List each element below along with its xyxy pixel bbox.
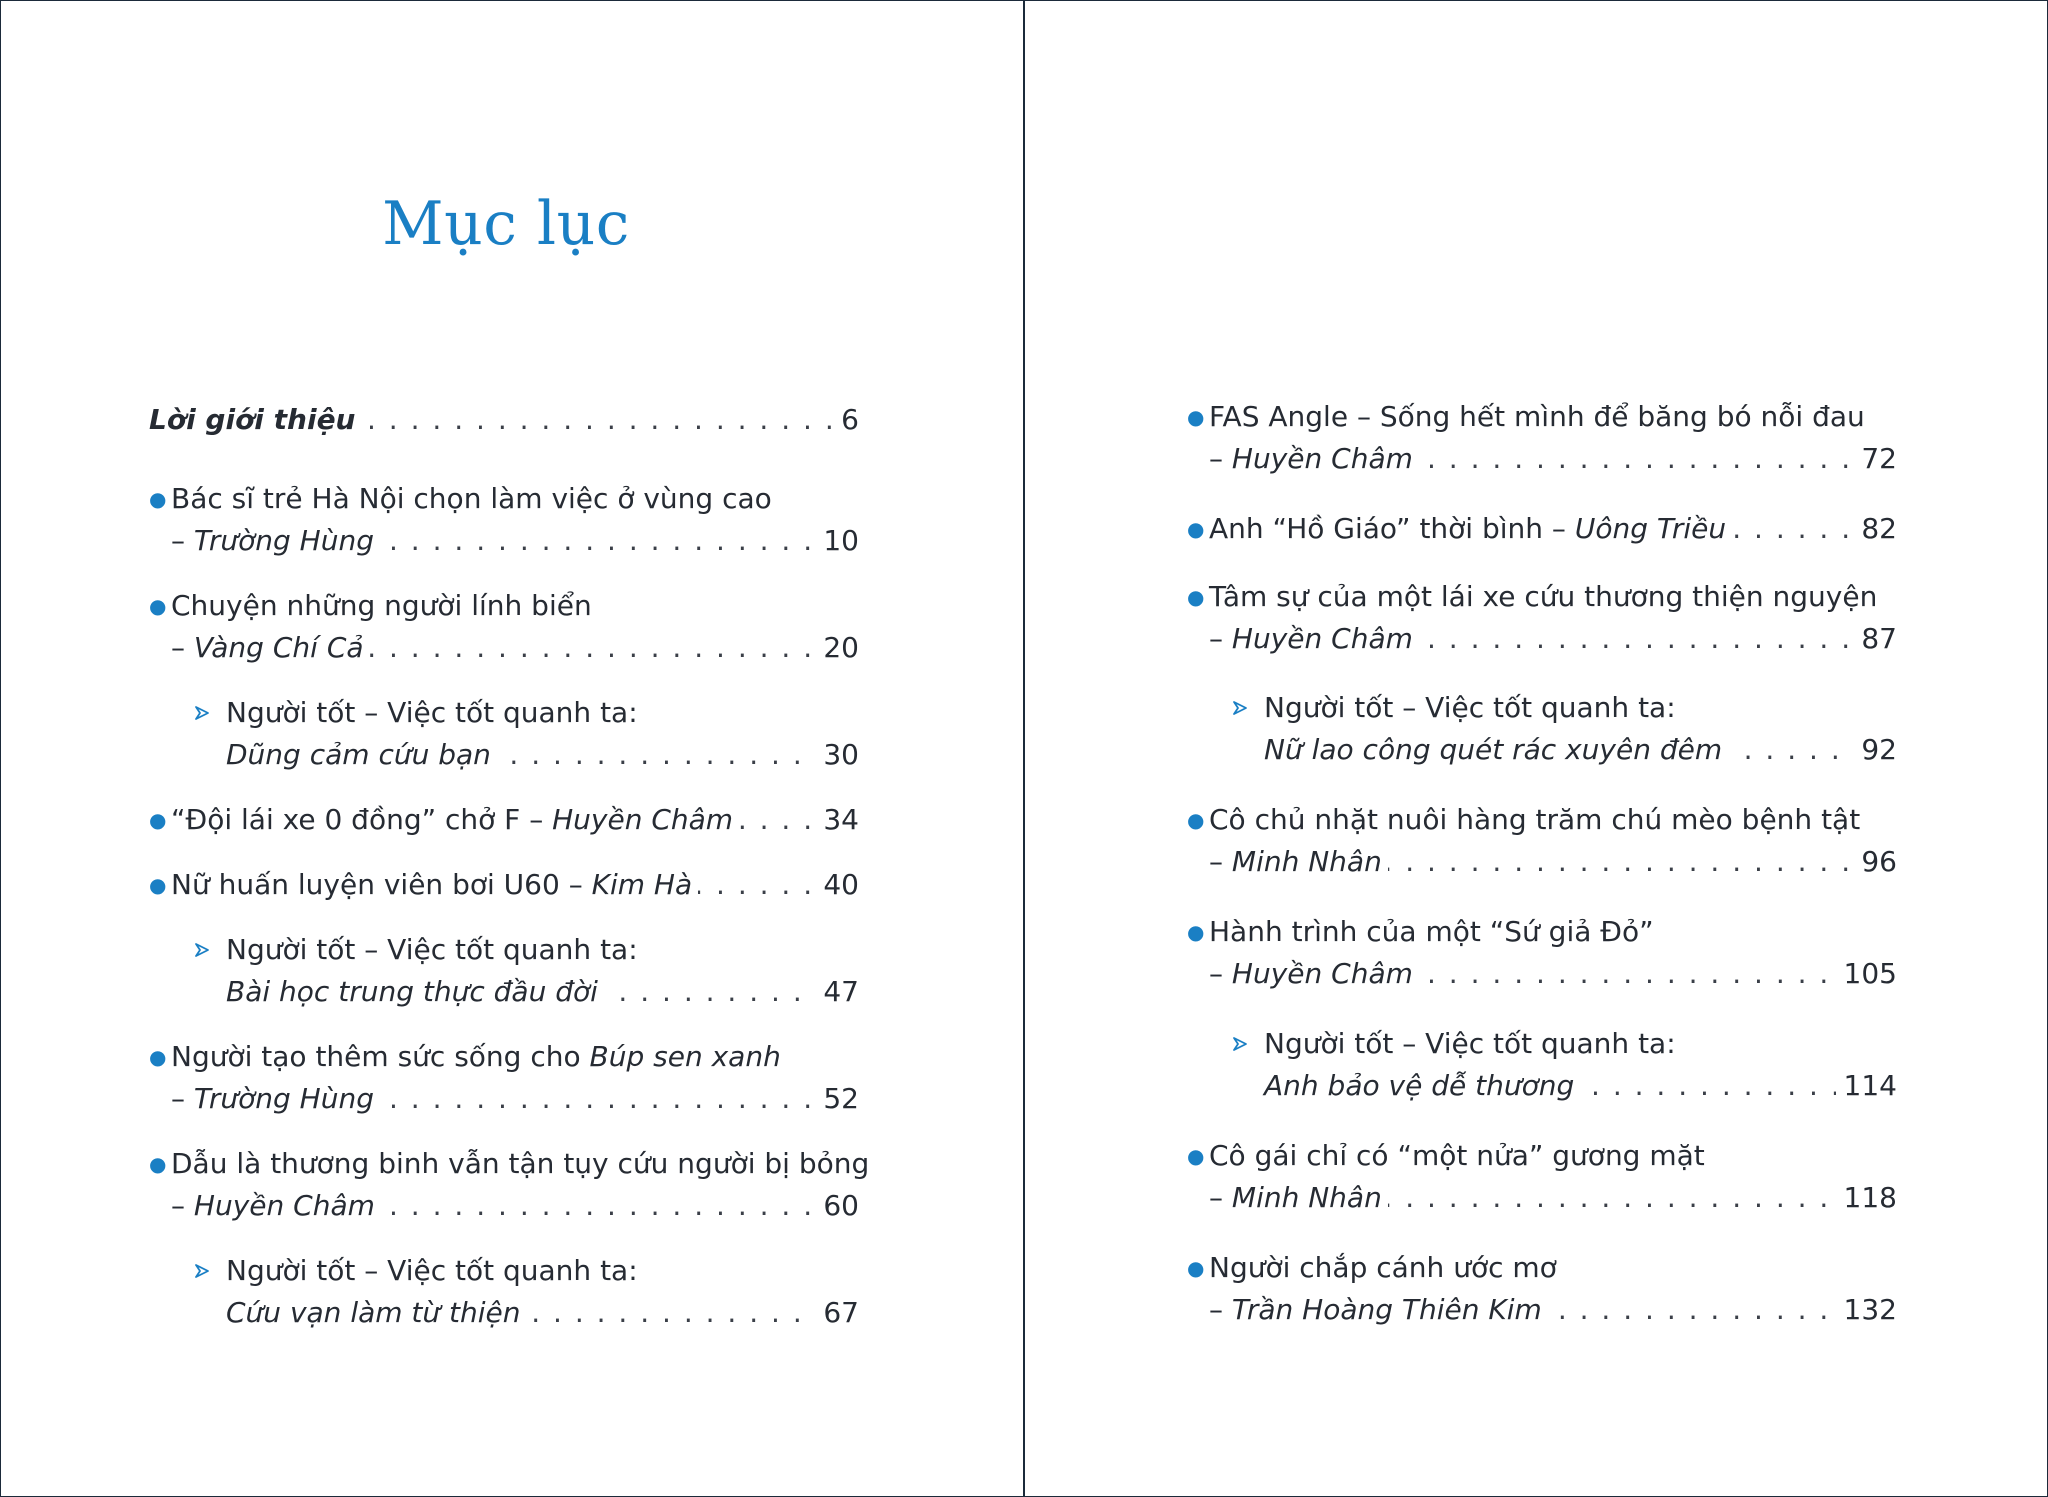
toc-entry-author: Trần Hoàng Thiên Kim bbox=[1231, 1293, 1542, 1326]
arrow-right-icon bbox=[193, 941, 211, 959]
page-title: Mục lục bbox=[382, 189, 630, 259]
toc-subentry-story-line bbox=[226, 1292, 859, 1334]
toc-subentry-story-line bbox=[226, 971, 859, 1013]
toc-subentry[interactable] bbox=[193, 1250, 859, 1334]
toc-intro-line bbox=[149, 399, 859, 441]
bullet-icon: ● bbox=[149, 594, 167, 618]
toc-entry-page: 72 bbox=[1853, 438, 1897, 480]
toc-entry-title: Người tạo thêm sức sống cho Búp sen xanh bbox=[171, 1036, 859, 1078]
toc-subentry-title: Người tốt – Việc tốt quanh ta: bbox=[1264, 687, 1897, 729]
toc-entry-author: Vàng Chí Cả bbox=[193, 631, 364, 664]
arrow-right-icon bbox=[1231, 699, 1249, 717]
toc-entry-author-line: . . . – Minh Nhân 96 bbox=[1209, 841, 1897, 883]
toc-entry-author: Huyền Châm bbox=[552, 803, 734, 836]
toc-entry[interactable] bbox=[1187, 799, 1897, 883]
toc-entry-author: Huyền Châm bbox=[193, 1189, 375, 1222]
toc-intro[interactable] bbox=[149, 399, 859, 441]
toc-entry-page: 40 bbox=[815, 864, 859, 906]
toc-entry-title-line: . . . Nữ huấn luyện viên bơi U60 – Kim Hà 40 bbox=[171, 864, 859, 906]
toc-entry-title-line: . . . “Đội lái xe 0 đồng” chở F – Huyền Châm 34 bbox=[171, 799, 859, 841]
bullet-icon: ● bbox=[149, 1045, 167, 1069]
toc-subentry-story-line bbox=[226, 734, 859, 776]
toc-entry[interactable] bbox=[1187, 396, 1897, 480]
toc-subentry[interactable] bbox=[193, 692, 859, 776]
toc-entry[interactable] bbox=[149, 478, 859, 562]
bullet-icon: ● bbox=[149, 487, 167, 511]
bullet-icon: ● bbox=[1187, 1144, 1205, 1168]
toc-entry-page: 60 bbox=[815, 1185, 859, 1227]
toc-subentry-story: Anh bảo vệ dễ thương bbox=[1264, 1069, 1580, 1102]
toc-subentry-title: Người tốt – Việc tốt quanh ta: bbox=[226, 1250, 859, 1292]
bullet-icon: ● bbox=[1187, 585, 1205, 609]
toc-entry-title: Chuyện những người lính biển bbox=[171, 585, 859, 627]
toc-entry-title: Tâm sự của một lái xe cứu thương thiện nguyện bbox=[1209, 576, 1897, 618]
arrow-right-icon bbox=[1231, 1035, 1249, 1053]
toc-entry[interactable] bbox=[149, 864, 859, 906]
toc-entry-title: Người chắp cánh ước mơ bbox=[1209, 1247, 1897, 1289]
toc-entry-page: 20 bbox=[815, 627, 859, 669]
toc-entry-author-line: . . . – Huyền Châm 60 bbox=[171, 1185, 859, 1227]
toc-entry-page: 114 bbox=[1836, 1065, 1897, 1107]
left-page bbox=[1, 1, 1023, 1496]
toc-subentry-title: Người tốt – Việc tốt quanh ta: bbox=[1264, 1023, 1897, 1065]
toc-subentry-story: Dũng cảm cứu bạn bbox=[226, 738, 497, 771]
toc-entry-title: Bác sĩ trẻ Hà Nội chọn làm việc ở vùng cao bbox=[171, 478, 859, 520]
toc-entry-page: 34 bbox=[815, 799, 859, 841]
toc-entry-page: 52 bbox=[815, 1078, 859, 1120]
toc-entry-page: 118 bbox=[1836, 1177, 1897, 1219]
bullet-icon: ● bbox=[1187, 808, 1205, 832]
toc-entry-title-line: . . . Anh “Hồ Giáo” thời bình – Uông Triều 82 bbox=[1209, 508, 1897, 550]
toc-entry-page: 87 bbox=[1853, 618, 1897, 660]
toc-entry-page: 82 bbox=[1853, 508, 1897, 550]
toc-entry[interactable] bbox=[1187, 1247, 1897, 1331]
toc-entry-title: Cô gái chỉ có “một nửa” gương mặt bbox=[1209, 1135, 1897, 1177]
toc-subentry-story: Bài học trung thực đầu đời bbox=[226, 975, 604, 1008]
toc-entry-author-line: . . . – Trường Hùng 10 bbox=[171, 520, 859, 562]
bullet-icon: ● bbox=[149, 1152, 167, 1176]
toc-entry-title: Hành trình của một “Sứ giả Đỏ” bbox=[1209, 911, 1897, 953]
toc-entry-author-line: . . . – Trường Hùng 52 bbox=[171, 1078, 859, 1120]
toc-entry-author: Trường Hùng bbox=[193, 524, 374, 557]
toc-entry-page: 47 bbox=[815, 971, 859, 1013]
toc-entry-author: Huyền Châm bbox=[1231, 442, 1413, 475]
arrow-right-icon bbox=[193, 1262, 211, 1280]
toc-entry[interactable] bbox=[149, 1036, 859, 1120]
toc-entry-author: Kim Hà bbox=[591, 868, 693, 901]
toc-subentry-story: Cứu vạn làm từ thiện bbox=[226, 1296, 527, 1329]
toc-entry-author: Uông Triều bbox=[1574, 512, 1727, 545]
toc-subentry-title: Người tốt – Việc tốt quanh ta: bbox=[226, 692, 859, 734]
bullet-icon: ● bbox=[1187, 1256, 1205, 1280]
toc-entry-page: 30 bbox=[815, 734, 859, 776]
toc-entry-page: 92 bbox=[1853, 729, 1897, 771]
toc-entry-page: 67 bbox=[815, 1292, 859, 1334]
bullet-icon: ● bbox=[1187, 517, 1205, 541]
toc-entry-author-line: . . . – Huyền Châm 87 bbox=[1209, 618, 1897, 660]
toc-entry-author: Huyền Châm bbox=[1231, 957, 1413, 990]
toc-intro-label: Lời giới thiệu bbox=[149, 403, 362, 436]
toc-entry-page: 132 bbox=[1836, 1289, 1897, 1331]
toc-entry[interactable] bbox=[1187, 1135, 1897, 1219]
toc-entry[interactable] bbox=[149, 1143, 870, 1227]
toc-entry[interactable] bbox=[1187, 576, 1897, 660]
toc-entry-author: Minh Nhân bbox=[1231, 845, 1382, 878]
toc-subentry-title: Người tốt – Việc tốt quanh ta: bbox=[226, 929, 859, 971]
toc-entry-title: FAS Angle – Sống hết mình để băng bó nỗi đau bbox=[1209, 396, 1897, 438]
toc-subentry[interactable] bbox=[193, 929, 859, 1013]
toc-subentry-story: Nữ lao công quét rác xuyên đêm bbox=[1264, 733, 1728, 766]
toc-entry-author: Huyền Châm bbox=[1231, 622, 1413, 655]
bullet-icon: ● bbox=[1187, 405, 1205, 429]
arrow-right-icon bbox=[193, 704, 211, 722]
toc-entry-author-line: . . . – Minh Nhân 118 bbox=[1209, 1177, 1897, 1219]
toc-intro-page: 6 bbox=[833, 399, 859, 441]
toc-entry-page: 10 bbox=[815, 520, 859, 562]
toc-entry[interactable] bbox=[149, 799, 859, 841]
toc-entry[interactable] bbox=[1187, 911, 1897, 995]
bullet-icon: ● bbox=[149, 808, 167, 832]
toc-subentry[interactable] bbox=[1231, 1023, 1897, 1107]
toc-entry[interactable] bbox=[1187, 508, 1897, 550]
toc-subentry-story-line bbox=[1264, 729, 1897, 771]
toc-entry-author-line: . . . – Trần Hoàng Thiên Kim 132 bbox=[1209, 1289, 1897, 1331]
toc-entry[interactable] bbox=[149, 585, 859, 669]
toc-entry-title: Dẫu là thương binh vẫn tận tụy cứu người bị bỏng bbox=[171, 1143, 859, 1185]
bullet-icon: ● bbox=[1187, 920, 1205, 944]
bullet-icon: ● bbox=[149, 873, 167, 897]
toc-entry-author: Minh Nhân bbox=[1231, 1181, 1382, 1214]
toc-entry-page: 105 bbox=[1836, 953, 1897, 995]
toc-entry-author-line: . . . – Huyền Châm 105 bbox=[1209, 953, 1897, 995]
toc-subentry[interactable] bbox=[1231, 687, 1897, 771]
right-page bbox=[1025, 1, 2047, 1496]
toc-subentry-story-line bbox=[1264, 1065, 1897, 1107]
toc-entry-author: Trường Hùng bbox=[193, 1082, 374, 1115]
toc-entry-title: Cô chủ nhặt nuôi hàng trăm chú mèo bệnh tật bbox=[1209, 799, 1897, 841]
toc-entry-author-line: . . . – Vàng Chí Cả 20 bbox=[171, 627, 859, 669]
toc-entry-author-line: . . . – Huyền Châm 72 bbox=[1209, 438, 1897, 480]
toc-entry-page: 96 bbox=[1853, 841, 1897, 883]
